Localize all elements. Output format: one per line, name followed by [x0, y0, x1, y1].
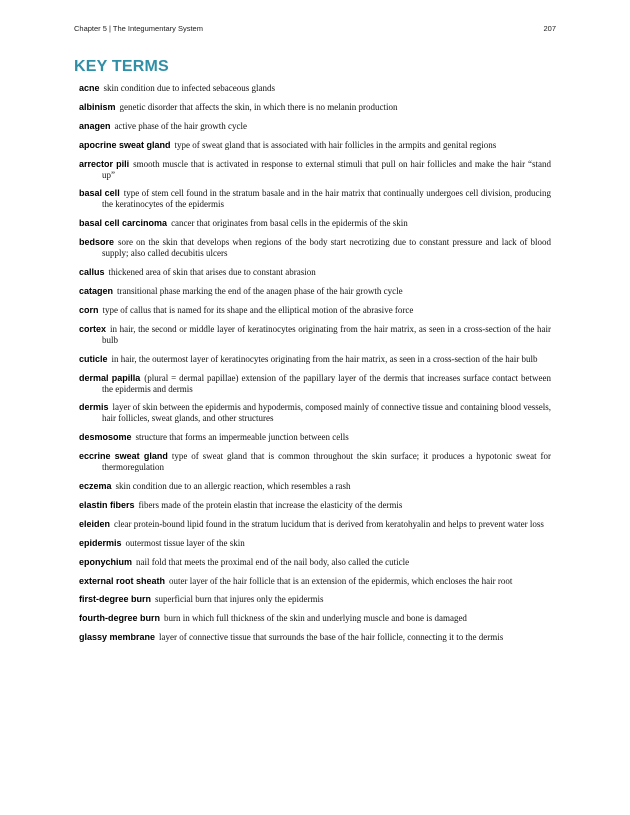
glossary-term: eleiden — [79, 518, 111, 529]
glossary-term: eczema — [79, 481, 112, 492]
glossary-entry — [79, 83, 551, 94]
glossary-definition: outer layer of the hair follicle that is an extension of the epidermis, which encloses the hair root — [169, 575, 513, 586]
glossary-definition: structure that forms an impermeable junction between cells — [135, 432, 349, 443]
glossary-entry — [79, 237, 551, 259]
glossary-definition: skin condition due to infected sebaceous glands — [103, 83, 275, 93]
glossary-entry — [79, 373, 551, 395]
glossary-term: anagen — [79, 120, 111, 131]
glossary-definition: burn in which full thickness of the skin and underlying muscle and bone is damaged — [164, 613, 467, 624]
glossary-definition: in hair, the second or middle layer of keratinocytes originating from the hair matrix, as seen in a cross-section of the hair bulb — [102, 323, 551, 345]
glossary-term: eponychium — [79, 556, 133, 567]
glossary-entry — [79, 500, 551, 511]
glossary-term: albinism — [79, 101, 116, 112]
glossary-definition: type of stem cell found in the stratum basale and in the hair matrix that continually undergoes cell division, producing the keratinocytes of the epidermis — [102, 188, 552, 210]
glossary-entry — [79, 481, 551, 492]
glossary-entry — [79, 557, 551, 568]
glossary-entry — [79, 451, 551, 473]
glossary-term: basal cell carcinoma — [79, 218, 168, 229]
glossary-definition: type of sweat gland that is associated with hair follicles in the armpits and genital regions — [174, 139, 497, 150]
glossary-term: glassy membrane — [79, 632, 156, 643]
glossary-definition: clear protein-bound lipid found in the stratum lucidum that is derived from keratohyalin and helps to prevent water loss — [114, 518, 544, 529]
glossary-entry — [79, 324, 551, 346]
glossary-term: apocrine sweat gland — [79, 139, 171, 150]
chapter-title: Chapter 5 | The Integumentary System — [74, 24, 203, 33]
glossary-entry — [79, 402, 551, 424]
key-terms-list — [79, 83, 551, 651]
glossary-entry — [79, 632, 551, 643]
glossary-definition: transitional phase marking the end of the anagen phase of the hair growth cycle — [117, 286, 403, 297]
glossary-definition: layer of skin between the epidermis and hypodermis, composed mainly of connective tissue and containing blood vessels, hair follicles, sweat glands, and other structures — [102, 402, 551, 424]
glossary-definition: nail fold that meets the proximal end of the nail body, also called the cuticle — [136, 556, 410, 567]
glossary-entry — [79, 102, 551, 113]
glossary-term: cuticle — [79, 353, 108, 364]
glossary-definition: type of sweat gland that is common throughout the skin surface; it produces a hypotonic sweat for thermoregulation — [102, 451, 551, 473]
running-header — [74, 24, 556, 38]
glossary-term: desmosome — [79, 432, 132, 443]
glossary-entry — [79, 305, 551, 316]
glossary-definition: thickened area of skin that arises due to constant abrasion — [108, 267, 316, 278]
glossary-term: cortex — [79, 323, 107, 334]
glossary-term: corn — [79, 304, 99, 315]
glossary-definition: outermost tissue layer of the skin — [125, 537, 245, 548]
glossary-definition: smooth muscle that is activated in response to external stimuli that pull on hair follicles and make the hair “stand up” — [102, 158, 551, 180]
glossary-entry — [79, 267, 551, 278]
glossary-definition: sore on the skin that develops when regions of the body start necrotizing due to constant pressure and lack of blood supply; also called decubitis ulcers — [102, 237, 551, 259]
glossary-definition: type of callus that is named for its shape and the elliptical motion of the abrasive force — [102, 304, 414, 315]
glossary-definition: fibers made of the protein elastin that increase the elasticity of the dermis — [138, 500, 403, 511]
glossary-entry — [79, 121, 551, 132]
glossary-term: callus — [79, 267, 105, 278]
glossary-term: bedsore — [79, 237, 115, 248]
glossary-definition: superficial burn that injures only the epidermis — [155, 594, 324, 605]
glossary-term: elastin fibers — [79, 500, 135, 511]
glossary-term: epidermis — [79, 537, 122, 548]
glossary-term: dermis — [79, 402, 109, 413]
glossary-entry — [79, 286, 551, 297]
glossary-entry — [79, 140, 551, 151]
glossary-entry — [79, 538, 551, 549]
glossary-entry — [79, 576, 551, 587]
glossary-term: external root sheath — [79, 575, 166, 586]
glossary-term: arrector pili — [79, 158, 130, 169]
glossary-term: acne — [79, 83, 100, 93]
glossary-entry — [79, 159, 551, 181]
glossary-entry — [79, 432, 551, 443]
glossary-entry — [79, 519, 551, 530]
glossary-term: eccrine sweat gland — [79, 451, 168, 462]
glossary-term: basal cell — [79, 188, 120, 199]
page-number: 207 — [543, 24, 556, 33]
glossary-entry — [79, 218, 551, 229]
glossary-definition: (plural = dermal papillae) extension of the papillary layer of the dermis that increases surface contact between the epidermis and dermis — [102, 372, 551, 394]
glossary-term: catagen — [79, 286, 114, 297]
glossary-definition: in hair, the outermost layer of keratinocytes originating from the hair matrix, as seen in a cross-section of the hair bulb — [111, 353, 538, 364]
glossary-term: dermal papilla — [79, 372, 141, 383]
glossary-term: fourth-degree burn — [79, 613, 160, 624]
glossary-entry — [79, 613, 551, 624]
section-heading: KEY TERMS — [74, 58, 169, 75]
glossary-definition: layer of connective tissue that surrounds the base of the hair follicle, connecting it to the dermis — [159, 632, 504, 643]
glossary-entry — [79, 354, 551, 365]
glossary-entry — [79, 188, 551, 210]
glossary-entry — [79, 594, 551, 605]
glossary-definition: skin condition due to an allergic reaction, which resembles a rash — [115, 481, 351, 492]
glossary-definition: genetic disorder that affects the skin, in which there is no melanin production — [119, 101, 398, 112]
glossary-term: first-degree burn — [79, 594, 152, 605]
glossary-definition: active phase of the hair growth cycle — [114, 120, 247, 131]
glossary-definition: cancer that originates from basal cells in the epidermis of the skin — [171, 218, 408, 229]
